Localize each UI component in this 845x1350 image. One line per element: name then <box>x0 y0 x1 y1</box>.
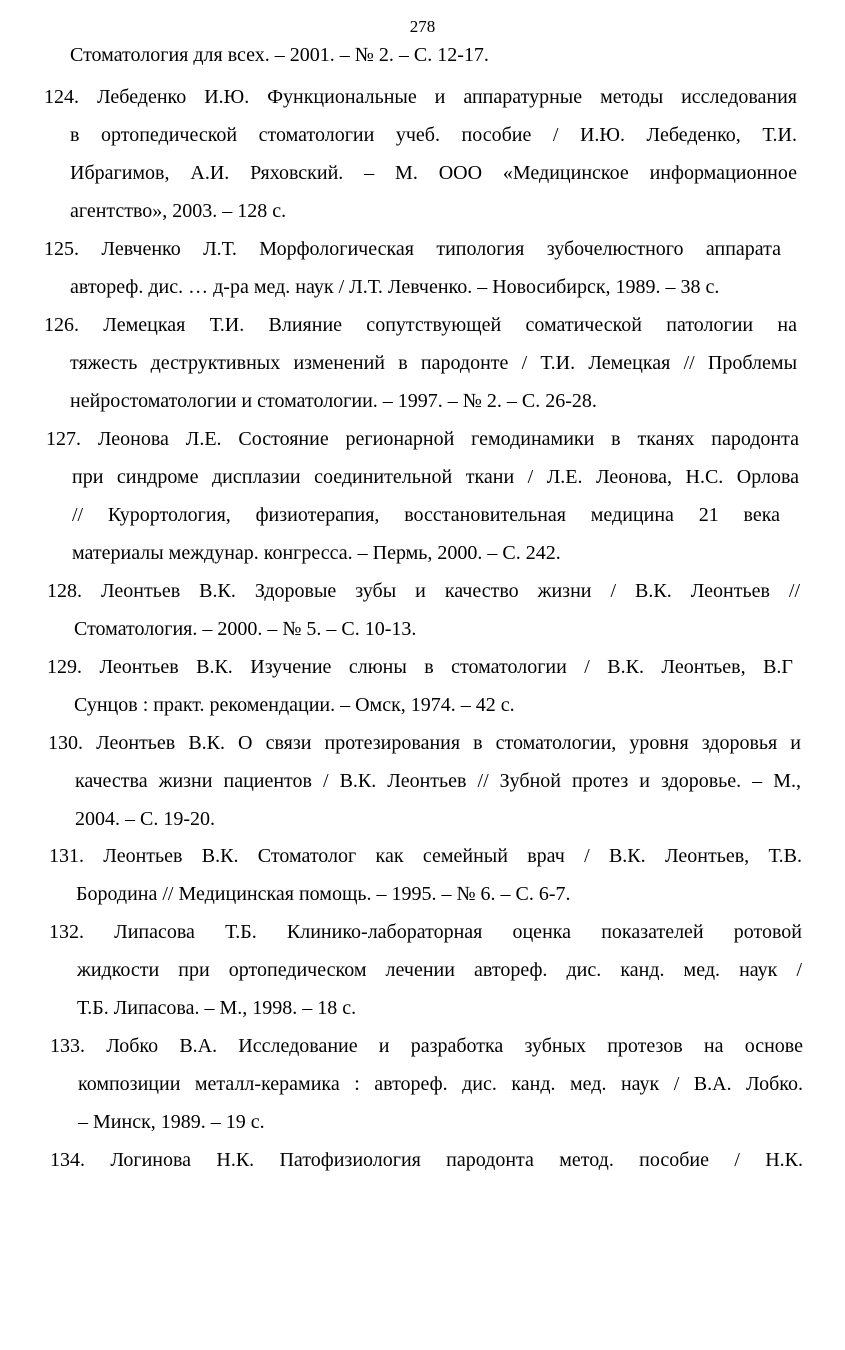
text-line: автореф. дис. … д-ра мед. наук / Л.Т. Левченко. – Новосибирск, 1989. – 38 с. <box>70 276 720 298</box>
text-line: 124. Лебеденко И.Ю. Функциональные и аппаратурные методы исследования <box>44 86 797 108</box>
text-line: жидкости при ортопедическом лечении автореф. дис. канд. мед. наук / <box>77 959 802 981</box>
text-line: 129. Леонтьев В.К. Изучение слюны в стоматологии / В.К. Леонтьев, В.Г <box>47 656 793 678</box>
text-line: – Минск, 1989. – 19 с. <box>78 1111 265 1133</box>
text-line: 128. Леонтьев В.К. Здоровые зубы и качество жизни / В.К. Леонтьев // <box>47 580 800 602</box>
text-line: 130. Леонтьев В.К. О связи протезирования в стоматологии, уровня здоровья и <box>48 732 801 754</box>
text-line: 126. Лемецкая Т.И. Влияние сопутствующей соматической патологии на <box>44 314 797 336</box>
text-line: тяжесть деструктивных изменений в пародонте / Т.И. Лемецкая // Проблемы <box>70 352 797 374</box>
text-line: Ибрагимов, А.И. Ряховский. – М. ООО «Медицинское информационное <box>70 162 797 184</box>
text-line: Сунцов : практ. рекомендации. – Омск, 1974. – 42 с. <box>74 694 515 716</box>
text-line: 131. Леонтьев В.К. Стоматолог как семейный врач / В.К. Леонтьев, Т.В. <box>49 845 802 867</box>
page-number: 278 <box>409 17 436 36</box>
text-line: 127. Леонова Л.Е. Состояние регионарной гемодинамики в тканях пародонта <box>46 428 799 450</box>
text-line: при синдроме дисплазии соединительной ткани / Л.Е. Леонова, Н.С. Орлова <box>72 466 799 488</box>
text-line: Т.Б. Липасова. – М., 1998. – 18 с. <box>77 997 357 1019</box>
text-line: Стоматология. – 2000. – № 5. – С. 10-13. <box>74 618 417 640</box>
text-line: Стоматология для всех. – 2001. – № 2. – С. 12-17. <box>70 44 489 66</box>
text-line: 134. Логинова Н.К. Патофизиология пародонта метод. пособие / Н.К. <box>50 1149 803 1171</box>
text-line: композиции металл-керамика : автореф. дис. канд. мед. наук / В.А. Лобко. <box>78 1073 803 1095</box>
text-line: в ортопедической стоматологии учеб. пособие / И.Ю. Лебеденко, Т.И. <box>70 124 797 146</box>
text-line: материалы междунар. конгресса. – Пермь, 2000. – С. 242. <box>72 542 561 564</box>
text-line: 2004. – С. 19-20. <box>75 808 215 830</box>
text-line: качества жизни пациентов / В.К. Леонтьев // Зубной протез и здоровье. – М., <box>75 770 801 792</box>
text-line: нейростоматологии и стоматологии. – 1997. – № 2. – С. 26-28. <box>70 390 597 412</box>
text-line: // Курортология, физиотерапия, восстановительная медицина 21 века <box>72 504 780 526</box>
text-line: 125. Левченко Л.Т. Морфологическая типология зубочелюстного аппарата <box>44 238 781 260</box>
text-line: Бородина // Медицинская помощь. – 1995. – № 6. – С. 6-7. <box>76 883 571 905</box>
text-line: 132. Липасова Т.Б. Клинико-лабораторная оценка показателей ротовой <box>49 921 802 943</box>
text-line: 133. Лобко В.А. Исследование и разработка зубных протезов на основе <box>50 1035 803 1057</box>
text-line: агентство», 2003. – 128 с. <box>70 200 287 222</box>
